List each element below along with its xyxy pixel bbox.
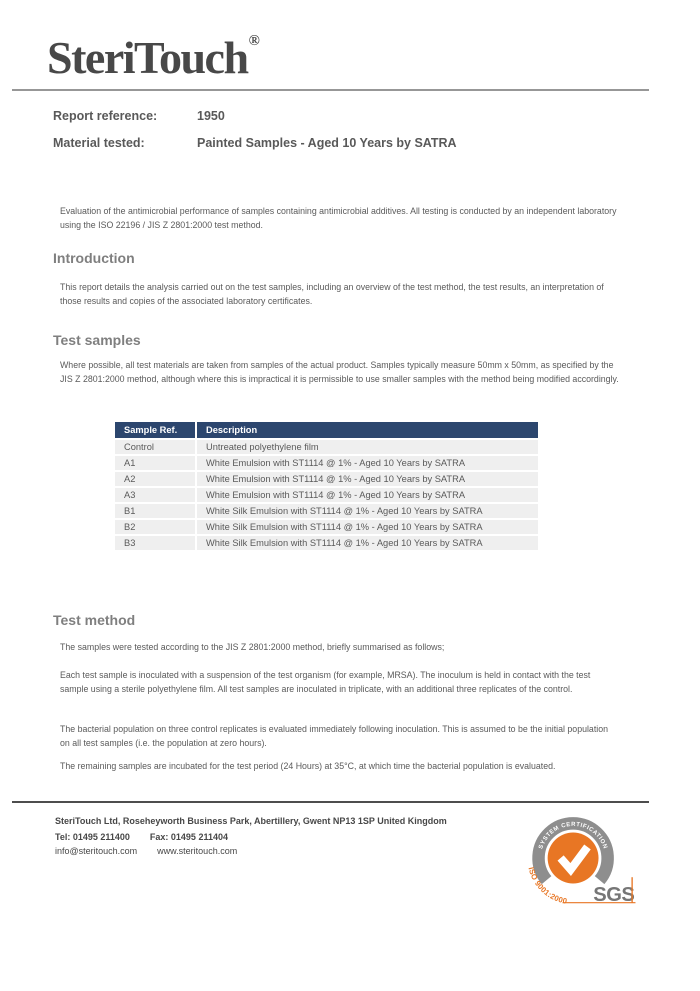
test-samples-body: Where possible, all test materials are taken from samples of the actual product. Samples typically measure 50mm x 50mm, as specified by the JIS Z 2801:2000 method, although where this is impractical it is permissible to use smaller samples with the method being modified accordingly. [60, 360, 619, 384]
report-reference-row [53, 109, 457, 123]
table-row [114, 487, 539, 503]
test-method-paragraph-4: The remaining samples are incubated for the test period (24 Hours) at 35°C, at which time the bacterial population is evaluated. [60, 761, 556, 771]
table-row [114, 519, 539, 535]
report-reference-value: 1950 [197, 109, 225, 123]
sample-ref-cell: Control [114, 439, 196, 455]
header-divider [12, 89, 649, 91]
material-tested-value: Painted Samples - Aged 10 Years by SATRA [197, 136, 457, 150]
iso-9001-arc-text: ISO 9001:2000 [526, 866, 569, 906]
table-row [114, 455, 539, 471]
description-cell: White Silk Emulsion with ST1114 @ 1% - Aged 10 Years by SATRA [196, 519, 539, 535]
column-header-sample-ref: Sample Ref. [114, 421, 196, 439]
table-row [114, 503, 539, 519]
footer-address: SteriTouch Ltd, Roseheyworth Business Park, Abertillery, Gwent NP13 1SP United Kingdom [55, 816, 447, 826]
sgs-certification-logo [506, 810, 644, 906]
sample-ref-cell: B1 [114, 503, 196, 519]
footer-contact-block [55, 816, 447, 856]
table-row [114, 535, 539, 551]
description-cell: White Silk Emulsion with ST1114 @ 1% - Aged 10 Years by SATRA [196, 535, 539, 551]
sample-ref-cell: A1 [114, 455, 196, 471]
description-cell: White Emulsion with ST1114 @ 1% - Aged 10 Years by SATRA [196, 455, 539, 471]
footer-web-line [55, 846, 447, 856]
introduction-body: This report details the analysis carried out on the test samples, including an overview of the test method, the test results, an interpretation of those results and copies of the associated laboratory certificates. [60, 282, 604, 306]
report-meta [53, 109, 457, 163]
test-method-paragraph-1: The samples were tested according to the JIS Z 2801:2000 method, briefly summarised as follows; [60, 642, 445, 652]
report-summary: Evaluation of the antimicrobial performance of samples containing antimicrobial additives. All testing is conducted by an independent laboratory using the ISO 22196 / JIS Z 2801:2000 test method. [60, 206, 617, 230]
footer-fax: Fax: 01495 211404 [149, 832, 228, 842]
test-method-paragraph-3: The bacterial population on three control replicates is evaluated immediately following inoculation. This is assumed to be the initial population on all test samples (i.e. the population at zero hours). [60, 724, 609, 748]
material-tested-label: Material tested: [53, 136, 145, 150]
footer-divider [12, 801, 649, 803]
footer-phone-line [55, 832, 447, 842]
table-row [114, 439, 539, 455]
column-header-description: Description [196, 421, 539, 439]
description-cell: Untreated polyethylene film [196, 439, 539, 455]
material-tested-row [53, 136, 457, 150]
logo-text: SteriTouch [47, 32, 248, 83]
introduction-heading: Introduction [53, 250, 135, 266]
test-samples-heading: Test samples [53, 332, 141, 348]
table-row [114, 471, 539, 487]
system-certification-arc-text: SYSTEM CERTIFICATION [538, 821, 608, 850]
samples-table-header-row [114, 421, 539, 439]
registered-trademark-symbol: ® [248, 33, 260, 49]
test-method-heading: Test method [53, 612, 136, 628]
description-cell: White Silk Emulsion with ST1114 @ 1% - Aged 10 Years by SATRA [196, 503, 539, 519]
sample-ref-cell: B3 [114, 535, 196, 551]
footer-website: www.steritouch.com [157, 846, 238, 856]
samples-table [113, 420, 540, 552]
sgs-wordmark: SGS [593, 884, 635, 906]
footer-tel: Tel: 01495 211400 [55, 832, 130, 842]
report-reference-label: Report reference: [53, 109, 158, 123]
steritouch-logo [47, 34, 260, 81]
sample-ref-cell: A2 [114, 471, 196, 487]
test-method-paragraph-2: Each test sample is inoculated with a suspension of the test organism (for example, MRSA). The inoculum is held in contact with the test sample using a sterile polyethylene film. All test samples are inoculated in triplicate, with an additional three replicates of the control. [60, 670, 591, 694]
description-cell: White Emulsion with ST1114 @ 1% - Aged 10 Years by SATRA [196, 487, 539, 503]
footer-email: info@steritouch.com [55, 846, 138, 856]
description-cell: White Emulsion with ST1114 @ 1% - Aged 10 Years by SATRA [196, 471, 539, 487]
sample-ref-cell: A3 [114, 487, 196, 503]
checkmark-disc [548, 833, 599, 884]
sample-ref-cell: B2 [114, 519, 196, 535]
